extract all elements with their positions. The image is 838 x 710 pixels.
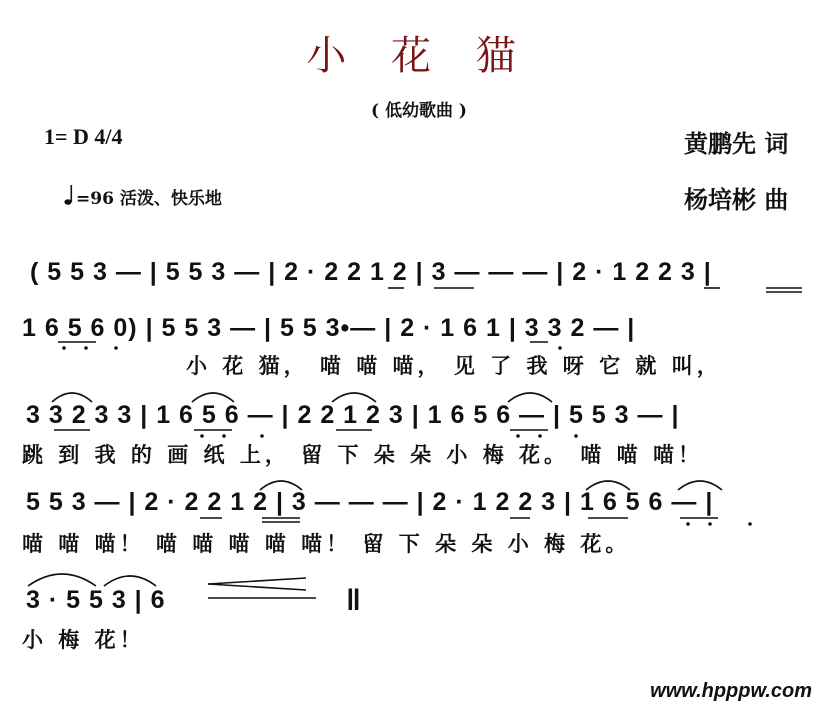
score-line-2-lyrics: 小 花 猫， 喵 喵 喵， 见 了 我 呀 它 就 叫，: [186, 353, 722, 378]
score-line-5-notes: 3 · 5 5 3 | 6: [26, 586, 166, 614]
composer-credit: 杨培彬 曲: [684, 185, 789, 214]
tempo-text: =96 活泼、快乐地: [76, 189, 222, 209]
score-line-1-notes: ( 5 5 3 — | 5 5 3 — | 2 · 2 2 1 2 | 3 — — — | 2 · 1 2 2 3 |: [30, 258, 712, 286]
score-line-5-lyrics: 小 梅 花！: [22, 627, 145, 652]
lyricist-credit: 黄鹏先 词: [684, 129, 789, 158]
score-line-3-lyrics: 跳 到 我 的 画 纸 上， 留 下 朵 朵 小 梅 花。 喵 喵 喵！: [22, 442, 703, 467]
watermark-text: www.hpppw.com: [650, 680, 812, 702]
final-barline: ‖: [346, 584, 362, 617]
song-subtitle: ( 低幼歌曲 ): [371, 101, 467, 121]
song-title: 小 花 猫: [306, 33, 532, 79]
score-line-2-notes: 1 6 5 6 0) | 5 5 3 — | 5 5 3•— | 2 · 1 6 1 | 3 3 2 — |: [22, 314, 636, 342]
score-line-4-notes: 5 5 3 — | 2 · 2 2 1 2 | 3 — — — | 2 · 1 2 2 3 | 1 6 5 6 — |: [26, 488, 714, 516]
score-line-3-notes: 3 3 2 3 3 | 1 6 5 6 — | 2 2 1 2 3 | 1 6 5 6 — | 5 5 3 — |: [26, 401, 680, 429]
score-line-4-lyrics: 喵 喵 喵！ 喵 喵 喵 喵 喵！ 留 下 朵 朵 小 梅 花。: [22, 531, 631, 556]
key-signature: 1= D 4/4: [44, 124, 123, 149]
